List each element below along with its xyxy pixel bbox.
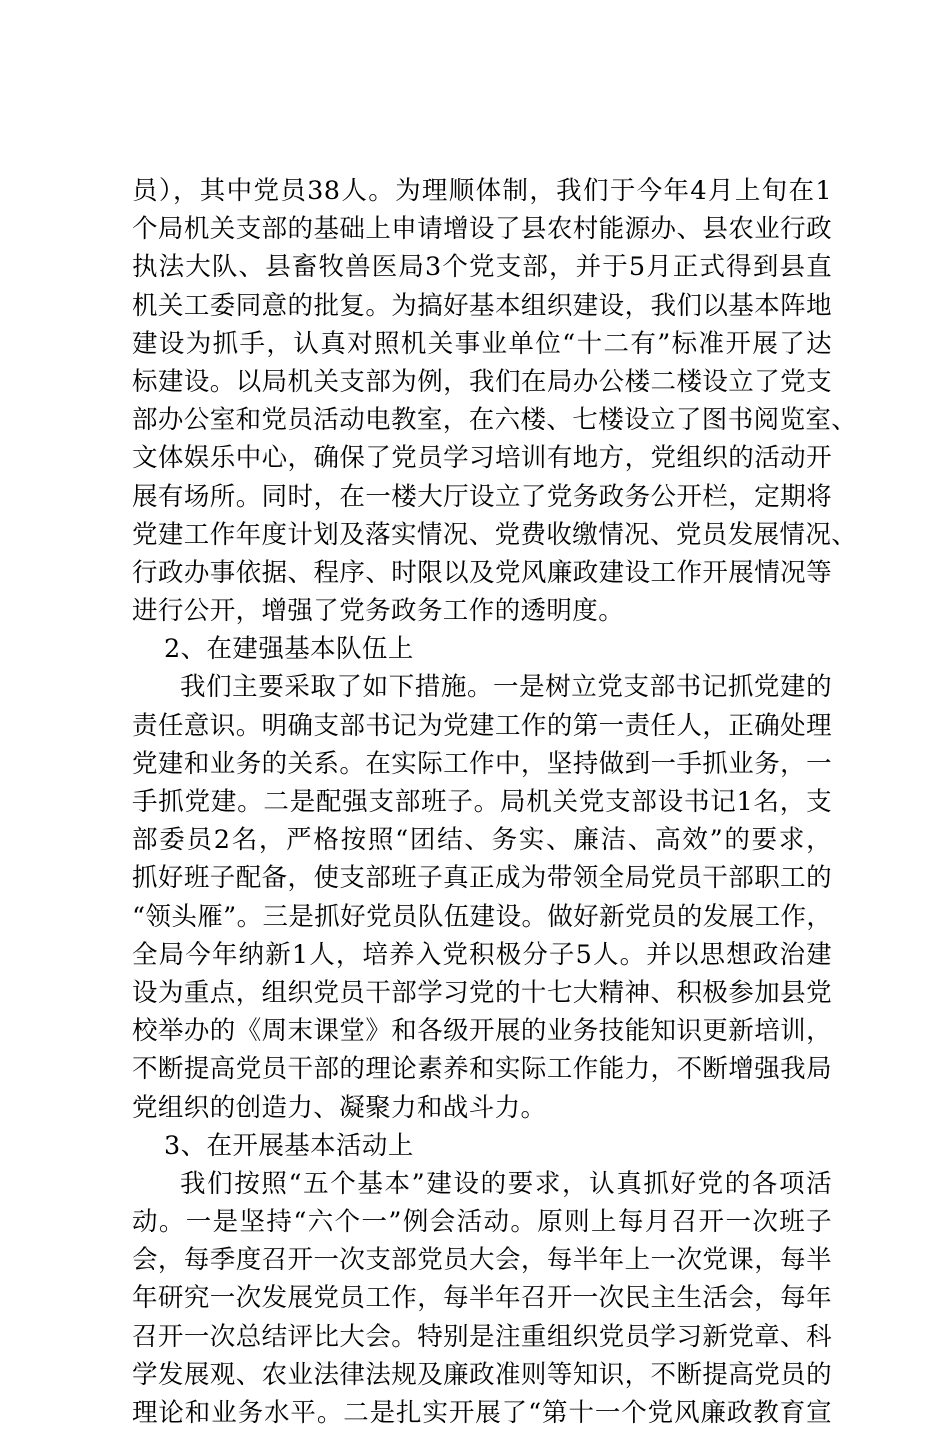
text-line: 责任意识。明确支部书记为党建工作的第一责任人，正确处理 — [132, 710, 832, 741]
text-line: 学发展观、农业法律法规及廉政准则等知识，不断提高党员的 — [132, 1359, 832, 1390]
text-line: 员），其中党员38人。为理顺体制，我们于今年4月上旬在1 — [132, 176, 832, 206]
text-line: 校举办的《周末课堂》和各级开展的业务技能知识更新培训， — [132, 1016, 832, 1047]
text-line: 理论和业务水平。二是扎实开展了“第十一个党风廉政教育宣 — [132, 1398, 832, 1428]
text-line: 机关工委同意的批复。为搞好基本组织建设，我们以基本阵地 — [132, 290, 832, 321]
text-line: 全局今年纳新1人，培养入党积极分子5人。并以思想政治建 — [132, 939, 832, 970]
text-line: 党组织的创造力、凝聚力和战斗力。 — [132, 1092, 547, 1123]
text-line: 党建和业务的关系。在实际工作中，坚持做到一手抓业务，一 — [132, 748, 832, 779]
text-line: 党建工作年度计划及落实情况、党费收缴情况、党员发展情况、 — [132, 519, 858, 550]
document-body — [132, 172, 858, 1432]
text-line: 行政办事依据、程序、时限以及党风廉政建设工作开展情况等 — [132, 557, 832, 588]
text-line: 展有场所。同时，在一楼大厅设立了党务政务公开栏，定期将 — [132, 481, 832, 512]
section-heading: 3、在开展基本活动上 — [164, 1130, 414, 1161]
text-line: 个局机关支部的基础上申请增设了县农村能源办、县农业行政 — [132, 214, 832, 245]
text-line: 召开一次总结评比大会。特别是注重组织党员学习新党章、科 — [132, 1321, 832, 1352]
text-line: 手抓党建。二是配强支部班子。局机关党支部设书记1名，支 — [132, 787, 832, 817]
text-line: 会，每季度召开一次支部党员大会，每半年上一次党课，每半 — [132, 1245, 832, 1276]
text-line: 抓好班子配备，使支部班子真正成为带领全局党员干部职工的 — [132, 863, 832, 894]
text-line: 进行公开，增强了党务政务工作的透明度。 — [132, 596, 625, 627]
text-line: 部办公室和党员活动电教室，在六楼、七楼设立了图书阅览室、 — [132, 405, 858, 436]
text-line: 建设为抓手，认真对照机关事业单位“十二有”标准开展了达 — [132, 328, 832, 359]
text-line: 不断提高党员干部的理论素养和实际工作能力，不断增强我局 — [132, 1054, 832, 1085]
section-heading: 2、在建强基本队伍上 — [164, 634, 414, 665]
text-line: 我们主要采取了如下措施。一是树立党支部书记抓党建的 — [180, 672, 832, 703]
text-line: 设为重点，组织党员干部学习党的十七大精神、积极参加县党 — [132, 977, 832, 1008]
text-line: 动。一是坚持“六个一”例会活动。原则上每月召开一次班子 — [132, 1207, 832, 1238]
text-line: 执法大队、县畜牧兽医局3个党支部，并于5月正式得到县直 — [132, 252, 832, 283]
text-line: 标建设。以局机关支部为例，我们在局办公楼二楼设立了党支 — [132, 366, 832, 397]
text-line: 文体娱乐中心，确保了党员学习培训有地方，党组织的活动开 — [132, 443, 832, 474]
text-line: 我们按照“五个基本”建设的要求，认真抓好党的各项活 — [180, 1168, 832, 1199]
text-line: 年研究一次发展党员工作，每半年召开一次民主生活会，每年 — [132, 1283, 832, 1314]
text-line: 部委员2名，严格按照“团结、务实、廉洁、高效”的要求， — [132, 825, 832, 856]
text-line: “领头雁”。三是抓好党员队伍建设。做好新党员的发展工作， — [132, 901, 833, 932]
